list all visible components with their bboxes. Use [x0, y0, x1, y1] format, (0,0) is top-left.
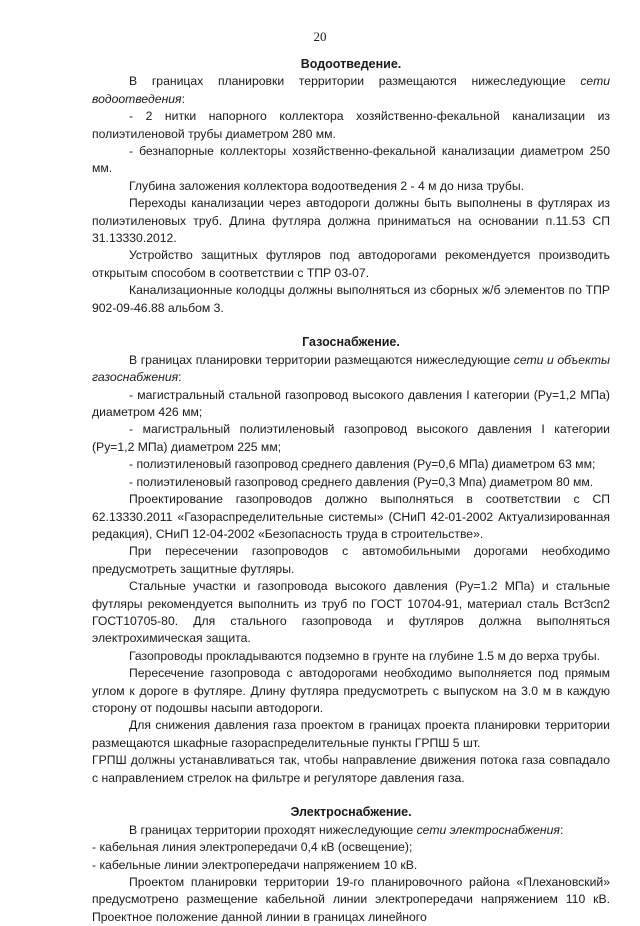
paragraph-punctuation: :	[178, 370, 182, 385]
paragraph: Стальные участки и газопровода высокого давления (Ру=1.2 МПа) и стальные футляры рекомендуется выполнить из труб по ГОСТ 10704-91, материал сталь Вст3сп2 ГОСТ10705-80. Для стального газопровода и футляров должна выполняться электрохимическая защита.	[92, 579, 610, 646]
paragraph-text: В границах территории проходят нижеследующие	[129, 822, 417, 837]
section-heading: Газоснабжение.	[302, 335, 400, 350]
paragraph-text: В границах планировки территории размещаются нижеследующие	[129, 352, 514, 367]
paragraph: Для снижения давления газа проектом в границах проекта планировки территории размещаются шкафные газораспределительные пункты ГРПШ 5 шт.	[92, 718, 610, 750]
paragraph: Переходы канализации через автодороги должны быть выполнены в футлярах из полиэтиленовых труб. Длина футляра должна приниматься на основании п.11.53 СП 31.13330.2012.	[92, 196, 610, 246]
page-number: 20	[313, 29, 327, 44]
paragraph: - безнапорные коллекторы хозяйственно-фекальной канализации диаметром 250 мм.	[92, 144, 610, 176]
paragraph-punctuation: :	[559, 822, 564, 837]
paragraph: Проектирование газопроводов должно выполняться в соответствии с СП 62.13330.2011 «Газораспределительные системы» (СНиП 42-01-2002 Актуализированная редакция), СНиП 12-04-2002 «Безопасность труда в строительстве».	[92, 492, 610, 541]
section-heading: Электроснабжение.	[290, 805, 412, 820]
paragraph-text: В границах планировки территории размещаются нижеследующие	[129, 74, 581, 89]
paragraph: - магистральный полиэтиленовый газопровод высокого давления I категории (Ру=1,2 МПа) диаметром 225 мм;	[92, 422, 610, 454]
emphasized-term: сети водоотведения	[92, 74, 610, 106]
paragraph: Пересечение газопровода с автодорогами необходимо выполняется под прямым углом к дороге в футляре. Длину футляра предусмотреть с выпуском на 3.0 м в каждую сторону от подошвы насыпи автодороги.	[92, 666, 610, 715]
paragraph	[92, 822, 610, 839]
paragraph: При пересечении газопроводов с автомобильными дорогами необходимо предусмотреть защитные футляры.	[92, 544, 610, 576]
paragraph: Газопроводы прокладываются подземно в грунте на глубине 1.5 м до верха трубы.	[129, 648, 600, 663]
paragraph: - кабельная линия электропередачи 0,4 кВ (освещение);	[92, 840, 413, 855]
emphasized-term: сети электроснабжения	[416, 822, 560, 837]
paragraph: Канализационные колодцы должны выполняться из сборных ж/б элементов по ТПР 902-09-46.88 альбом 3.	[92, 283, 610, 315]
emphasized-term: сети и объекты газоснабжения	[92, 352, 610, 385]
paragraph: - 2 нитки напорного коллектора хозяйственно-фекальной канализации из полиэтиленовой трубы диаметром 280 мм.	[92, 109, 610, 141]
paragraph: Проектом планировки территории 19-го планировочного района «Плехановский» предусмотрено размещение кабельной линии электропередачи напряжением 110 кВ. Проектное положение данной линии в границах линейного	[92, 875, 610, 924]
paragraph: Устройство защитных футляров под автодорогами рекомендуется производить открытым способом в соответствии с ТПР 03-07.	[92, 248, 610, 280]
paragraph: - полиэтиленовый газопровод среднего давления (Ру=0,6 МПа) диаметром 63 мм;	[129, 457, 596, 472]
paragraph: Глубина заложения коллектора водоотведения 2 - 4 м до низа трубы.	[129, 178, 525, 193]
section-spacer	[92, 787, 610, 804]
section-spacer	[92, 317, 610, 334]
document-body	[92, 56, 610, 926]
paragraph: ГРПШ должны устанавливаться так, чтобы направление движения потока газа совпадало с направлением стрелок на фильтре и регуляторе давления газа.	[92, 753, 610, 785]
paragraph: - полиэтиленовый газопровод среднего давления (Ру=0,3 Мпа) диаметром 80 мм.	[129, 474, 594, 489]
paragraph: - магистральный стальной газопровод высокого давления I категории (Ру=1,2 МПа) диаметром 426 мм;	[92, 387, 610, 420]
section-heading: Водоотведение.	[300, 57, 402, 71]
paragraph-punctuation: :	[181, 91, 185, 106]
paragraph	[92, 73, 610, 108]
paragraph	[92, 352, 610, 387]
paragraph: - кабельные линии электропередачи напряжением 10 кВ.	[92, 857, 418, 872]
